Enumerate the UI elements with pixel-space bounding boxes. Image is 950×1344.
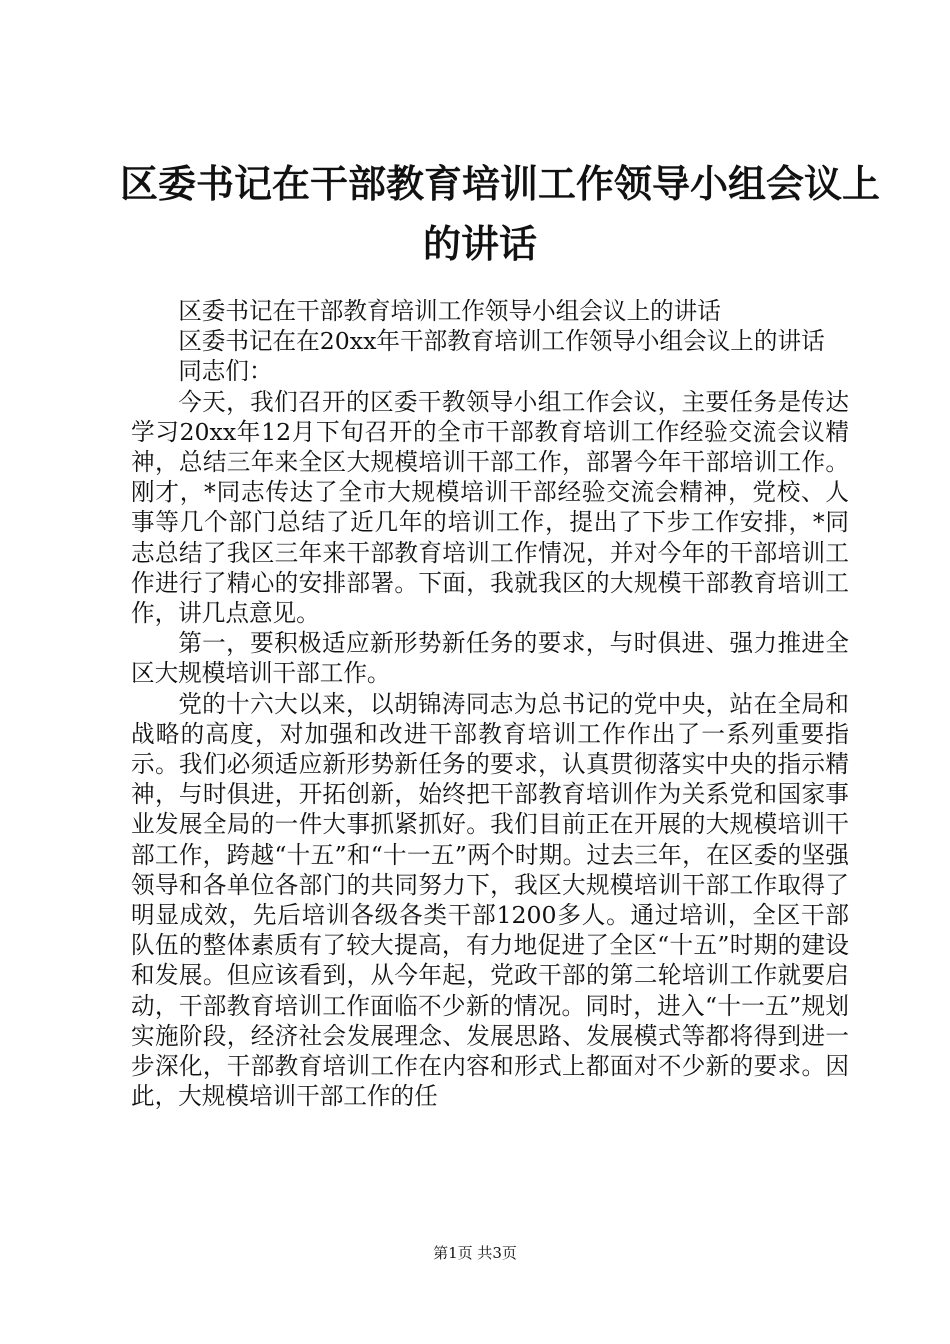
paragraph-heading-repeat: 区委书记在干部教育培训工作领导小组会议上的讲话 (178, 297, 721, 325)
paragraph-body: 党的十六大以来，以胡锦涛同志为总书记的党中央，站在全局和战略的高度，对加强和改进干部教育培训工作作出了一系列重要指示。我们必须适应新形势新任务的要求，认真贯彻落实中央的指示精神，与时俱进，开拓创新，始终把干部教育培训作为关系党和国家事业发展全局的一件大事抓紧抓好。我们目前正在开展的大规模培训干部工作，跨越“十五”和“十一五”两个时期。过去三年，在区委的坚强领导和各单位各部门的共同努力下，我区大规模培训干部工作取得了明显成效，先后培训各级各类干部1200多人。通过培训，全区干部队伍的整体素质有了较大提高，有力地促进了全区“十五”时期的建设和发展。但应该看到，从今年起，党政干部的第二轮培训工作就要启动，干部教育培训工作面临不少新的情况。同时，进入“十一五”规划实施阶段，经济社会发展理念、发展思路、发展模式等都将得到进一步深化，干部教育培训工作在内容和形式上都面对不少新的要求。因此，大规模培训干部工作的任 (131, 689, 849, 1111)
page-number-footer: 第1页 共3页 (433, 1244, 517, 1262)
document-body (131, 296, 849, 1111)
paragraph-intro: 今天，我们召开的区委干教领导小组工作会议，主要任务是传达学习20xx年12月下旬召开的全市干部教育培训工作经验交流会议精神，总结三年来全区大规模培训干部工作，部署今年干部培训工作。刚才，*同志传达了全市大规模培训干部经验交流会精神，党校、人事等几个部门总结了近几年的培训工作，提出了下步工作安排，*同志总结了我区三年来干部教育培训工作情况，并对今年的干部培训工作进行了精心的安排部署。下面，我就我区的大规模干部教育培训工作，讲几点意见。 (131, 387, 849, 628)
document-title-line-1: 区委书记在干部教育培训工作领导小组会议上 (120, 162, 881, 206)
paragraph-salutation: 同志们： (178, 357, 273, 386)
paragraph-point-one: 第一，要积极适应新形势新任务的要求，与时俱进、强力推进全区大规模培训干部工作。 (131, 629, 849, 688)
document-title-line-2: 的讲话 (422, 222, 537, 266)
paragraph-subtitle: 区委书记在在20xx年干部教育培训工作领导小组会议上的讲话 (178, 327, 825, 356)
